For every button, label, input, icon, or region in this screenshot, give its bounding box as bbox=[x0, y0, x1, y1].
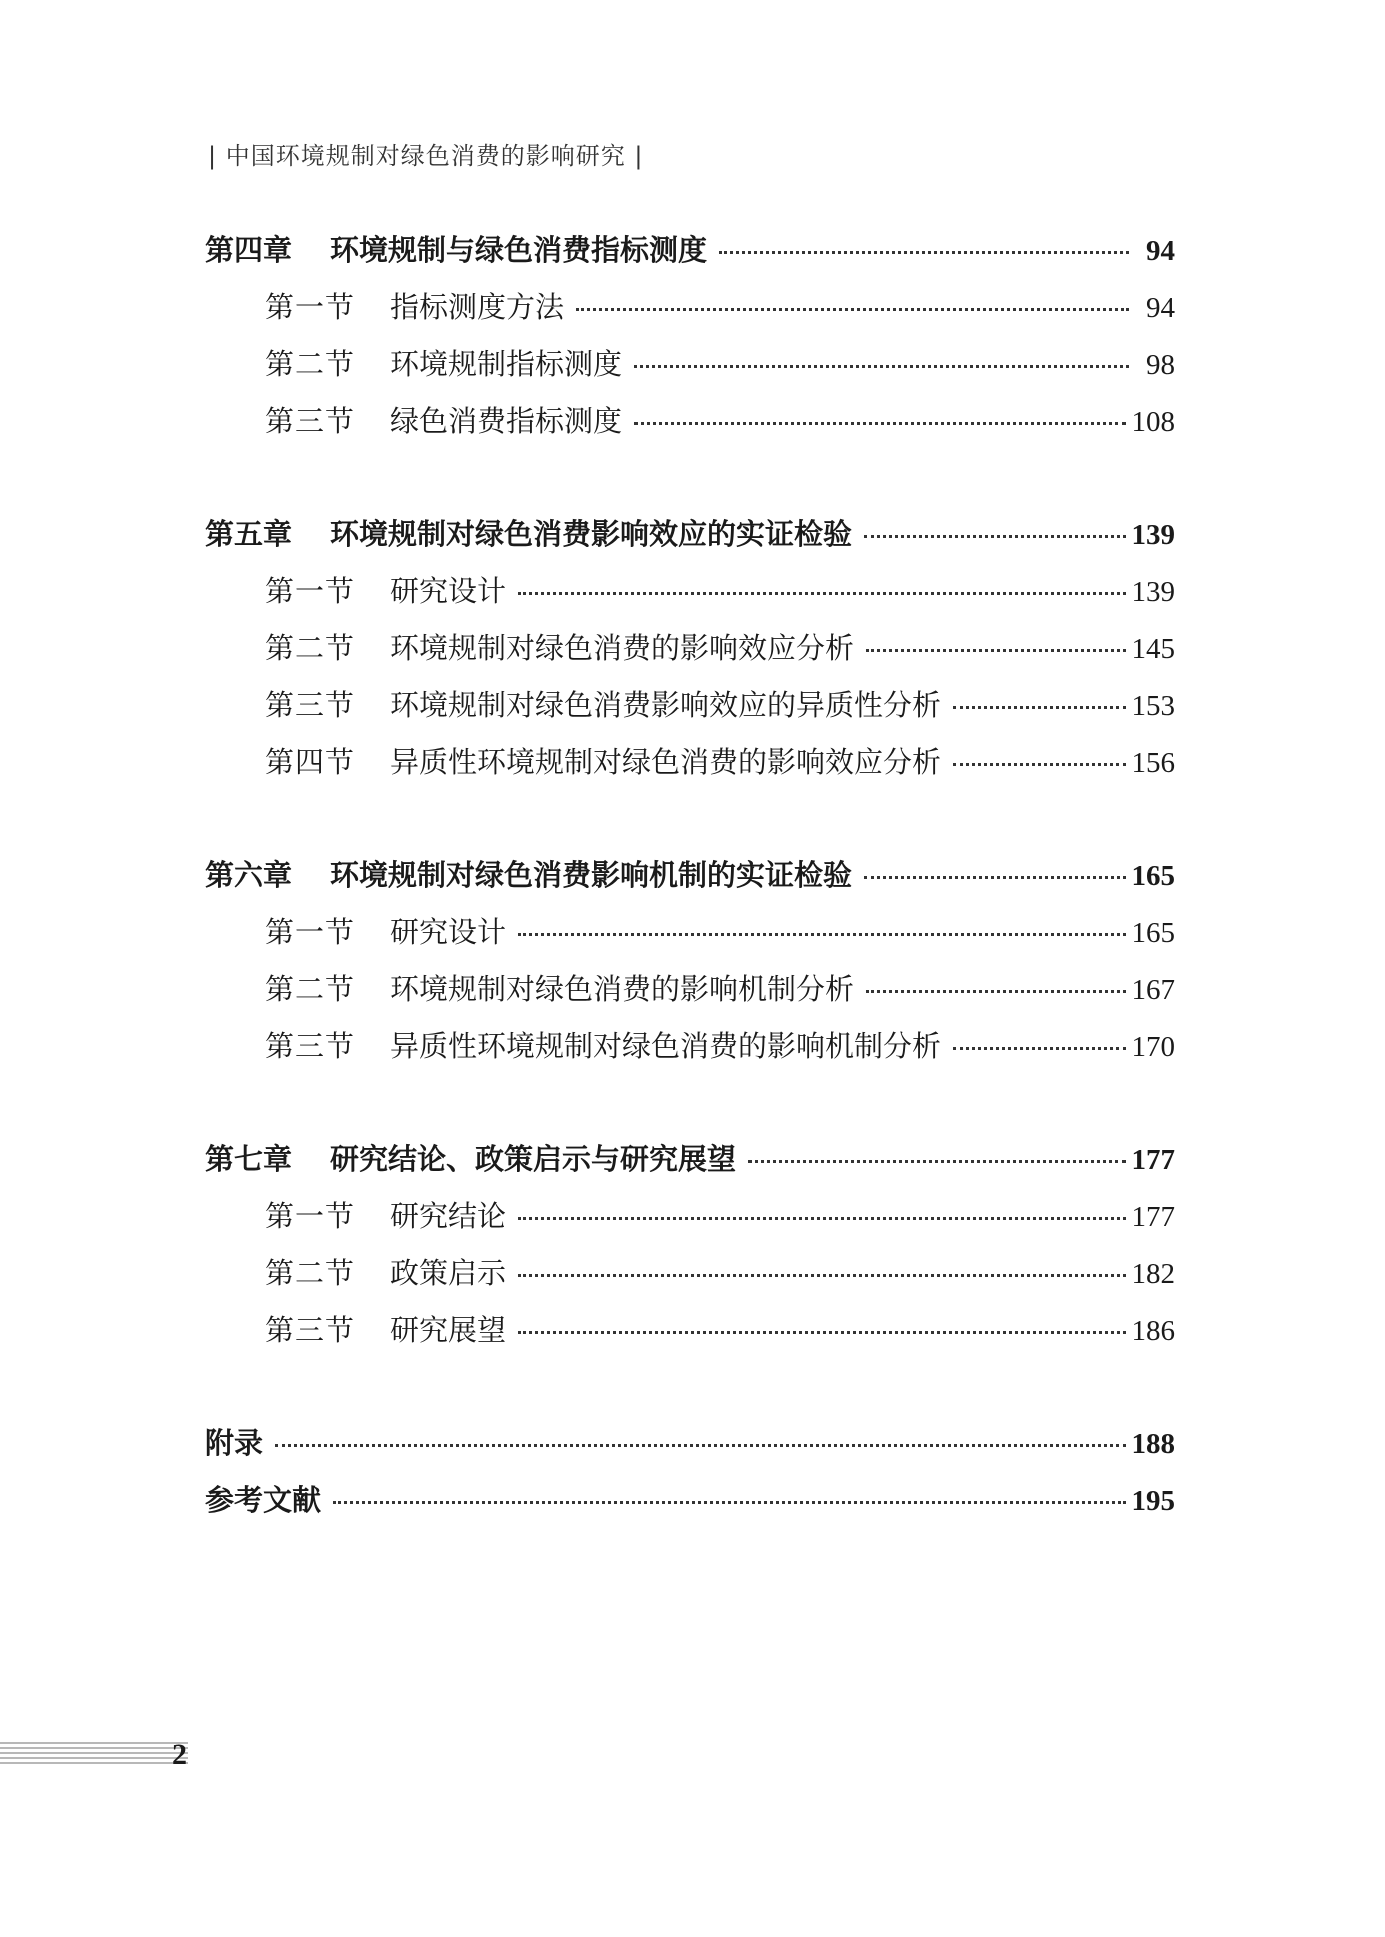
toc-section-entry[interactable] bbox=[265, 683, 1175, 727]
toc-section-entry[interactable] bbox=[265, 740, 1175, 784]
dot-leader bbox=[634, 357, 1129, 368]
dot-leader bbox=[518, 1209, 1125, 1220]
toc-section-entry[interactable] bbox=[265, 1308, 1175, 1352]
toc-entry-number: 第二节 bbox=[265, 1256, 356, 1290]
dot-leader bbox=[866, 982, 1125, 993]
toc-entry-title: 环境规制对绿色消费影响效应的实证检验 bbox=[330, 517, 853, 551]
dot-leader bbox=[866, 641, 1125, 652]
toc-entry-number: 第一节 bbox=[265, 574, 356, 608]
toc-entry-title: 研究设计 bbox=[390, 574, 507, 608]
toc-entry-title: 研究展望 bbox=[390, 1313, 507, 1347]
dot-leader bbox=[748, 1152, 1125, 1163]
toc-entry-title: 研究结论 bbox=[390, 1199, 507, 1233]
toc-chapter-entry[interactable] bbox=[205, 228, 1175, 272]
toc-entry-number: 第五章 bbox=[205, 517, 293, 551]
toc-section-entry[interactable] bbox=[265, 569, 1175, 613]
toc-entry-number: 第四节 bbox=[265, 745, 356, 779]
toc-entry-title: 环境规制对绿色消费影响机制的实证检验 bbox=[330, 858, 853, 892]
dot-leader bbox=[953, 1039, 1125, 1050]
toc-entry-title: 异质性环境规制对绿色消费的影响机制分析 bbox=[390, 1029, 942, 1063]
toc-entry-page: 94 bbox=[1146, 292, 1175, 324]
toc-section-entry[interactable] bbox=[265, 1194, 1175, 1238]
toc-section-entry[interactable] bbox=[265, 342, 1175, 386]
toc-entry-title: 附录 bbox=[205, 1426, 264, 1460]
toc-entry-title: 环境规制指标测度 bbox=[390, 347, 623, 381]
toc-section-entry[interactable] bbox=[265, 1024, 1175, 1068]
dot-leader bbox=[518, 1323, 1125, 1334]
toc-entry-title: 指标测度方法 bbox=[390, 290, 565, 324]
toc-entry-number: 第三节 bbox=[265, 1029, 356, 1063]
dot-leader bbox=[518, 925, 1125, 936]
toc-entry-number: 第七章 bbox=[205, 1142, 293, 1176]
toc-chapter-entry[interactable] bbox=[205, 1421, 1175, 1465]
toc-entry-number: 第二节 bbox=[265, 347, 356, 381]
dot-leader bbox=[634, 414, 1125, 425]
toc-entry-title: 研究设计 bbox=[390, 915, 507, 949]
toc-entry-number: 第二节 bbox=[265, 631, 356, 665]
toc-chapter-entry[interactable] bbox=[205, 1137, 1175, 1181]
toc-entry-number: 第一节 bbox=[265, 1199, 356, 1233]
toc-entry-page: 139 bbox=[1131, 576, 1175, 608]
toc-entry-number: 第三节 bbox=[265, 688, 356, 722]
dot-leader bbox=[953, 698, 1125, 709]
toc-chapter-entry[interactable] bbox=[205, 512, 1175, 556]
dot-leader bbox=[275, 1436, 1125, 1447]
dot-leader bbox=[333, 1493, 1125, 1504]
dot-leader bbox=[953, 755, 1125, 766]
toc-entry-number: 第六章 bbox=[205, 858, 293, 892]
toc-section-entry[interactable] bbox=[265, 967, 1175, 1011]
toc-entry-page: 145 bbox=[1131, 633, 1175, 665]
dot-leader bbox=[719, 243, 1129, 254]
toc-entry-page: 182 bbox=[1131, 1258, 1175, 1290]
toc-entry-number: 第一节 bbox=[265, 290, 356, 324]
toc-entry-number: 第三节 bbox=[265, 1313, 356, 1347]
toc-entry-title: 绿色消费指标测度 bbox=[390, 404, 623, 438]
dot-leader bbox=[864, 527, 1125, 538]
toc-entry-page: 167 bbox=[1131, 974, 1175, 1006]
page-number: 2 bbox=[172, 1738, 187, 1771]
toc-entry-title: 参考文献 bbox=[205, 1483, 322, 1517]
toc-entry-page: 186 bbox=[1131, 1315, 1175, 1347]
toc-section-entry[interactable] bbox=[265, 1251, 1175, 1295]
toc-entry-page: 195 bbox=[1131, 1485, 1175, 1517]
toc-entry-title: 环境规制与绿色消费指标测度 bbox=[330, 233, 708, 267]
toc-entry-page: 139 bbox=[1131, 519, 1175, 551]
toc-section-entry[interactable] bbox=[265, 626, 1175, 670]
toc-entry-page: 153 bbox=[1131, 690, 1175, 722]
toc-entry-page: 108 bbox=[1131, 406, 1175, 438]
toc-section-entry[interactable] bbox=[265, 399, 1175, 443]
toc-entry-page: 156 bbox=[1131, 747, 1175, 779]
toc-entry-page: 165 bbox=[1131, 917, 1175, 949]
toc-entry-number: 第四章 bbox=[205, 233, 293, 267]
toc-entry-title: 环境规制对绿色消费的影响效应分析 bbox=[390, 631, 855, 665]
toc-entry-page: 188 bbox=[1131, 1428, 1175, 1460]
toc-section-entry[interactable] bbox=[265, 285, 1175, 329]
running-head: | 中国环境规制对绿色消费的影响研究 | bbox=[208, 142, 644, 170]
toc-entry-title: 研究结论、政策启示与研究展望 bbox=[330, 1142, 737, 1176]
toc-chapter-entry[interactable] bbox=[205, 1478, 1175, 1522]
dot-leader bbox=[518, 584, 1125, 595]
dot-leader bbox=[576, 300, 1129, 311]
toc-section-entry[interactable] bbox=[265, 910, 1175, 954]
dot-leader bbox=[518, 1266, 1125, 1277]
toc-entry-number: 第二节 bbox=[265, 972, 356, 1006]
toc-chapter-entry[interactable] bbox=[205, 853, 1175, 897]
toc-entry-number: 第一节 bbox=[265, 915, 356, 949]
toc-entry-page: 94 bbox=[1146, 235, 1175, 267]
toc-entry-page: 165 bbox=[1131, 860, 1175, 892]
toc-entry-page: 98 bbox=[1146, 349, 1175, 381]
toc-entry-title: 政策启示 bbox=[390, 1256, 507, 1290]
toc-entry-page: 170 bbox=[1131, 1031, 1175, 1063]
toc-entry-title: 环境规制对绿色消费影响效应的异质性分析 bbox=[390, 688, 942, 722]
toc-entry-page: 177 bbox=[1131, 1144, 1175, 1176]
toc-entry-title: 环境规制对绿色消费的影响机制分析 bbox=[390, 972, 855, 1006]
toc-entry-title: 异质性环境规制对绿色消费的影响效应分析 bbox=[390, 745, 942, 779]
toc-entry-number: 第三节 bbox=[265, 404, 356, 438]
footer-rule bbox=[0, 1742, 188, 1767]
dot-leader bbox=[864, 868, 1125, 879]
toc-entry-page: 177 bbox=[1131, 1201, 1175, 1233]
